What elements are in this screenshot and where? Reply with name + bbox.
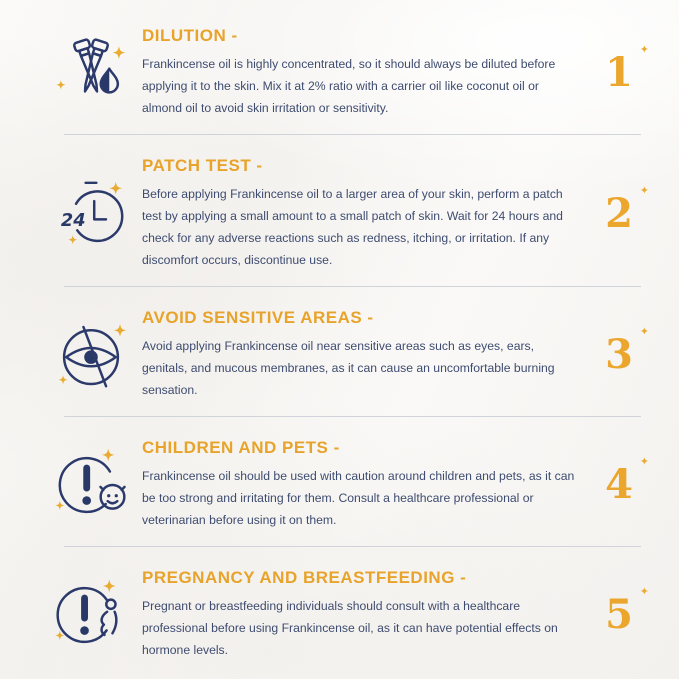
section-number: 1 [605,48,633,96]
section-body: Avoid applying Frankincense oil near sensitive areas such as eyes, ears, genitals, and mucous membranes, as it can cause an uncomfortable burning sensation. [142,339,555,397]
section-body: Pregnant or breastfeeding individuals should consult with a healthcare professional before using Frankincense oil, as it can have potential effects on hormone levels. [142,599,558,657]
timer-24-hours-icon [30,171,142,257]
section-title: CHILDREN AND PETS - [142,438,340,457]
section-body: Before applying Frankincense oil to a larger area of your skin, perform a patch test by applying a small amount to a small patch of skin. Wait for 24 hours and check for any adverse reactions such as redness, itching, or irritation. If any discomfort occurs, discontinue use. [142,187,563,267]
section-children-and-pets [0,438,679,531]
warning-child-icon [30,442,142,528]
divider [64,546,641,547]
section-number: 4 [605,460,633,508]
section-body: Frankincense oil is highly concentrated, so it should always be diluted before applying it to the skin. Mix it at 2% ratio with a carrier oil like coconut oil or almond oil to avoid skin irritation or sensitivity. [142,57,556,115]
no-eye-icon [30,312,142,398]
section-title: PATCH TEST - [142,156,263,175]
section-title: DILUTION - [142,26,238,45]
section-dilution [0,26,679,119]
dropper-icon [30,30,142,116]
section-number: 2 [605,189,633,237]
sparkle-icon: ✦ [639,325,649,338]
sparkle-icon: ✦ [639,43,649,56]
sparkle-icon: ✦ [639,455,649,468]
sparkle-icon: ✦ [639,585,649,598]
section-pregnancy-and-breastfeeding [0,568,679,661]
divider [64,416,641,417]
section-number: 3 [605,330,633,378]
section-title: AVOID SENSITIVE AREAS - [142,308,374,327]
section-body: Frankincense oil should be used with caution around children and pets, as it can be too strong and irritating for them. Consult a healthcare professional or veterinarian before using it on them. [142,469,575,527]
timer-24-label: 24 [60,210,86,231]
section-title: PREGNANCY AND BREASTFEEDING - [142,568,467,587]
section-patch-test [0,156,679,271]
section-avoid-sensitive-areas [0,308,679,401]
sparkle-icon: ✦ [639,184,649,197]
divider [64,286,641,287]
warning-pregnancy-icon [30,572,142,658]
divider [64,134,641,135]
section-number: 5 [605,590,633,638]
